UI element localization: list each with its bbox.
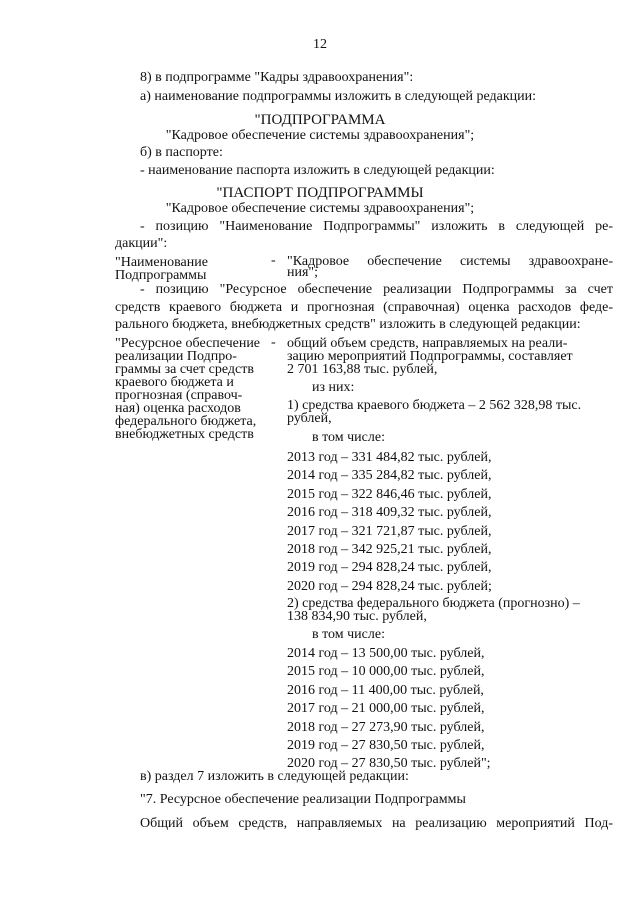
federal-year-line: 2017 год – 21 000,00 тыс. рублей, <box>287 701 485 717</box>
regional-year-line: 2017 год – 321 721,87 тыс. рублей, <box>287 523 492 539</box>
passport-title: "ПАСПОРТ ПОДПРОГРАММЫ <box>216 185 424 201</box>
name-row-value-line2: ния"; <box>287 265 319 280</box>
resource-row-label: "Ресурсное обеспечение реализации Подпро- граммы за счет средств краевого бюджета и прогнозная (справоч- ная) оценка расходов федерального бюджета, внебюджетных средств <box>115 336 261 442</box>
regional-year-line: 2014 год – 335 284,82 тыс. рублей, <box>287 468 492 484</box>
resource-instruction-line2: средств краевого бюджета и прогнозная (справочная) оценка расходов феде- <box>115 300 613 315</box>
passport-name-instruction: - наименование паспорта изложить в следующей редакции: <box>140 163 495 178</box>
subprogram-name: "Кадровое обеспечение системы здравоохранения"; <box>165 128 475 143</box>
regional-year-line: 2019 год – 294 828,24 тыс. рублей, <box>287 560 492 576</box>
position-name-instruction-line1: - позицию "Наименование Подпрограммы" изложить в следующей ре- <box>140 219 613 234</box>
name-row-dash: - <box>271 253 276 268</box>
including-label-regional: в том числе: <box>312 430 385 445</box>
passport-subprogram-name: "Кадровое обеспечение системы здравоохранения"; <box>165 201 475 216</box>
regional-year-line: 2013 год – 331 484,82 тыс. рублей, <box>287 450 492 465</box>
federal-year-line: 2019 год – 27 830,50 тыс. рублей, <box>287 737 485 753</box>
resource-instruction-line3: рального бюджета, внебюджетных средств" изложить в следующей редакции: <box>115 317 581 332</box>
federal-year-line: 2018 год – 27 273,90 тыс. рублей, <box>287 719 485 735</box>
including-label-federal: в том числе: <box>312 627 385 642</box>
page-number: 12 <box>313 37 327 52</box>
regional-years-list <box>287 450 492 597</box>
item-b-text: б) в паспорте: <box>140 145 223 160</box>
regional-year-line: 2018 год – 342 925,21 тыс. рублей, <box>287 541 492 557</box>
federal-year-line: 2014 год – 13 500,00 тыс. рублей, <box>287 646 485 661</box>
subprogram-title: "ПОДПРОГРАММА <box>254 112 386 128</box>
regional-year-line: 2020 год – 294 828,24 тыс. рублей; <box>287 578 492 594</box>
section-7-title: "7. Ресурсное обеспечение реализации Подпрограммы <box>140 792 466 807</box>
of-them-label: из них: <box>312 380 355 395</box>
resource-instruction-line1: - позицию "Ресурсное обеспечение реализации Подпрограммы за счет <box>140 282 613 297</box>
section-7-first-line: Общий объем средств, направляемых на реализацию мероприятий Под- <box>140 816 613 831</box>
position-name-instruction-line2: дакции": <box>115 236 168 251</box>
federal-year-line: 2020 год – 27 830,50 тыс. рублей"; <box>287 756 491 772</box>
federal-year-line: 2015 год – 10 000,00 тыс. рублей, <box>287 664 485 680</box>
regional-year-line: 2015 год – 322 846,46 тыс. рублей, <box>287 486 492 502</box>
federal-years-list <box>287 646 491 775</box>
item-v-text: в) раздел 7 изложить в следующей редакции: <box>140 769 409 784</box>
item-8-heading: 8) в подпрограмме "Кадры здравоохранения": <box>140 70 414 85</box>
item-a-text: а) наименование подпрограммы изложить в следующей редакции: <box>140 89 537 104</box>
federal-budget-total: 2) средства федерального бюджета (прогнозно) – 138 834,90 тыс. рублей, <box>287 596 580 624</box>
regional-year-line: 2016 год – 318 409,32 тыс. рублей, <box>287 505 492 521</box>
resource-row-dash: - <box>271 335 276 350</box>
federal-year-line: 2016 год – 11 400,00 тыс. рублей, <box>287 682 484 698</box>
name-row-value-line1: "Кадровое обеспечение системы здравоохране- <box>287 254 613 269</box>
regional-budget-total: 1) средства краевого бюджета – 2 562 328,98 тыс. рублей, <box>287 398 582 426</box>
name-row-label: "Наименование Подпрограммы <box>115 255 208 283</box>
resource-row-total: общий объем средств, направляемых на реали- зацию мероприятий Подпрограммы, составляет 2 701 163,88 тыс. рублей, <box>287 336 573 377</box>
